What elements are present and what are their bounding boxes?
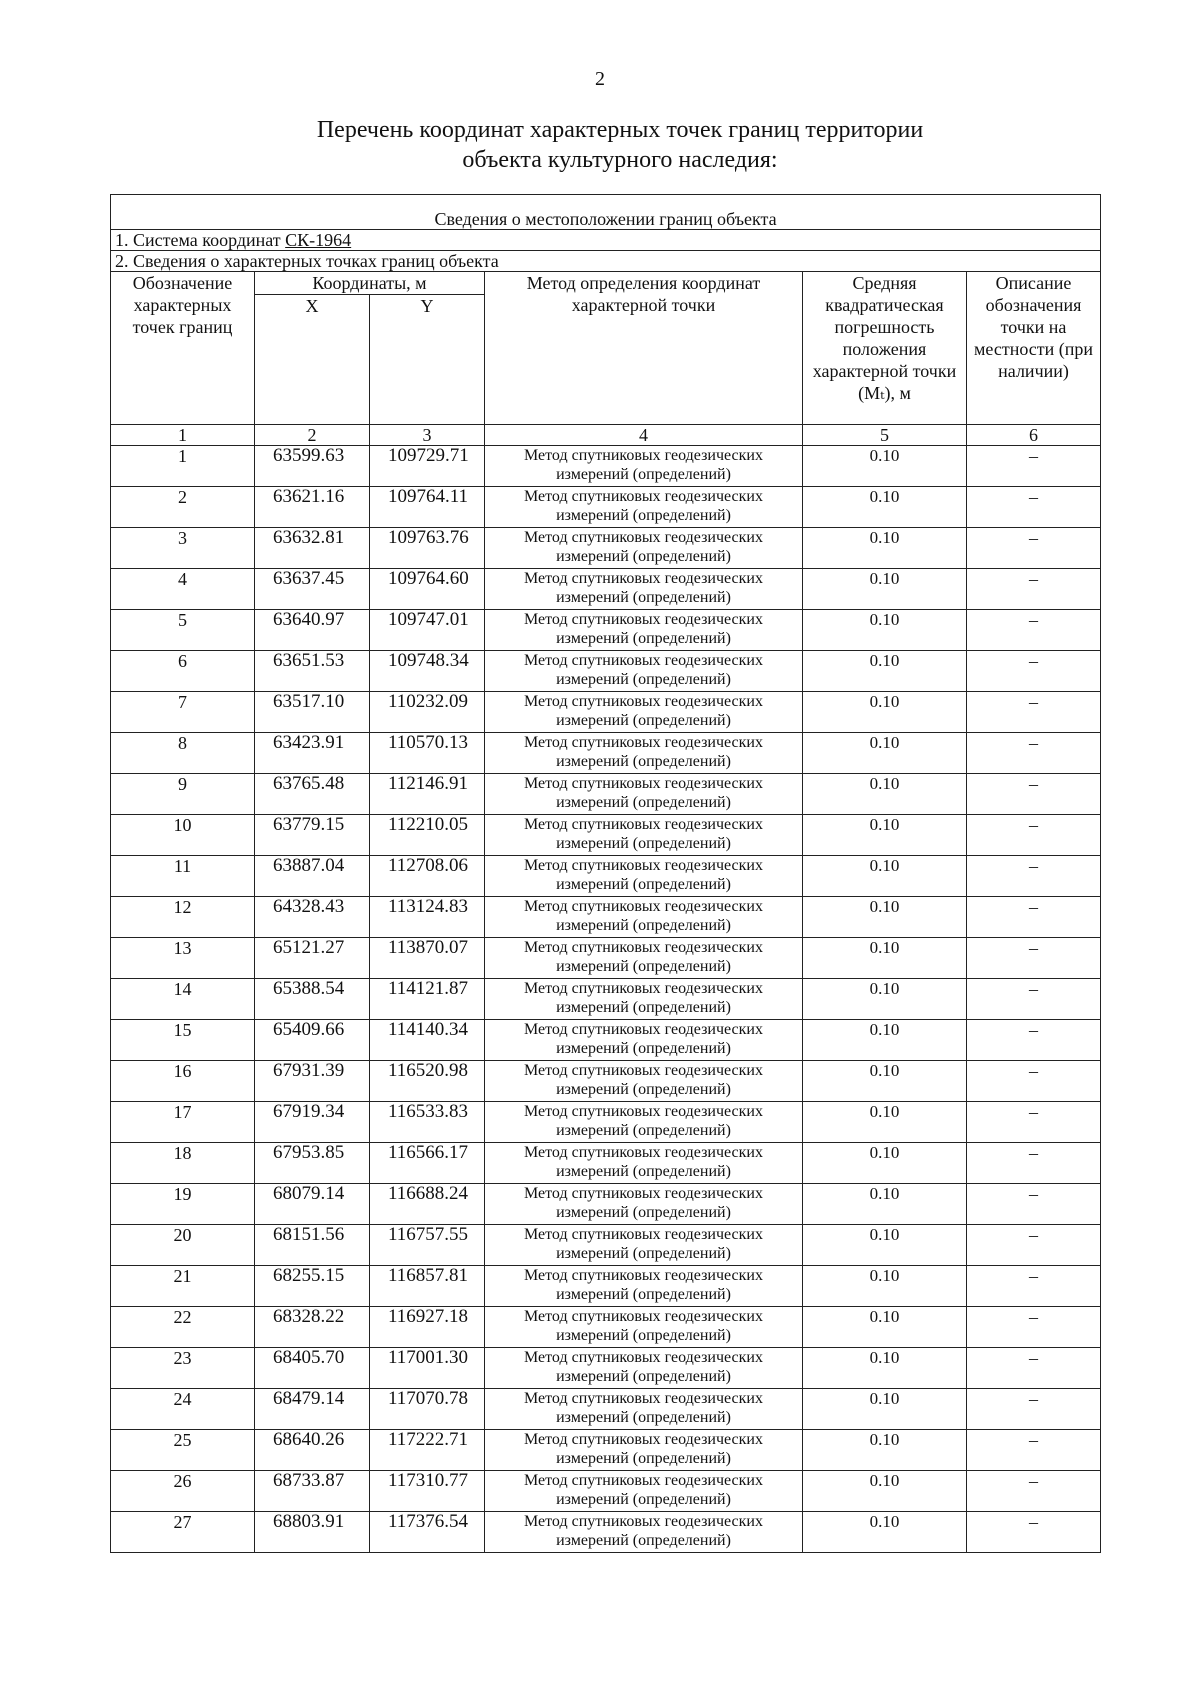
coord-x: 67919.34 <box>255 1102 370 1143</box>
coord-y: 113124.83 <box>370 897 485 938</box>
method-cell <box>485 610 803 651</box>
error-value: 0.10 <box>803 569 967 610</box>
method-line-2: измерений (определений) <box>556 876 731 893</box>
error-value: 0.10 <box>803 774 967 815</box>
coord-x: 65409.66 <box>255 1020 370 1061</box>
coord-y: 109764.60 <box>370 569 485 610</box>
method-line-1: Метод спутниковых геодезических <box>524 1226 763 1243</box>
description-value: – <box>967 692 1101 733</box>
coord-y: 117376.54 <box>370 1512 485 1553</box>
coord-x: 63599.63 <box>255 446 370 487</box>
error-value: 0.10 <box>803 815 967 856</box>
method-line-2: измерений (определений) <box>556 917 731 934</box>
coord-x: 64328.43 <box>255 897 370 938</box>
description-value: – <box>967 1266 1101 1307</box>
description-value: – <box>967 1020 1101 1061</box>
column-number: 2 <box>255 425 370 446</box>
method-line-2: измерений (определений) <box>556 712 731 729</box>
error-value: 0.10 <box>803 1512 967 1553</box>
method-line-2: измерений (определений) <box>556 1122 731 1139</box>
method-line-1: Метод спутниковых геодезических <box>524 1185 763 1202</box>
error-value: 0.10 <box>803 1143 967 1184</box>
method-line-2: измерений (определений) <box>556 1450 731 1467</box>
point-number: 4 <box>111 569 255 610</box>
table-row <box>111 979 1101 1020</box>
point-number: 27 <box>111 1512 255 1553</box>
header-method: Метод определения координат характерной точки <box>485 272 803 425</box>
table-row <box>111 1225 1101 1266</box>
coord-y: 109729.71 <box>370 446 485 487</box>
coord-x: 63632.81 <box>255 528 370 569</box>
page-number: 2 <box>595 68 605 90</box>
method-cell <box>485 938 803 979</box>
table-row <box>111 1389 1101 1430</box>
coord-y: 112210.05 <box>370 815 485 856</box>
method-line-2: измерений (определений) <box>556 1286 731 1303</box>
description-value: – <box>967 1225 1101 1266</box>
point-number: 5 <box>111 610 255 651</box>
description-value: – <box>967 897 1101 938</box>
method-cell <box>485 569 803 610</box>
coord-x: 63637.45 <box>255 569 370 610</box>
point-number: 22 <box>111 1307 255 1348</box>
point-number: 17 <box>111 1102 255 1143</box>
coord-x: 65121.27 <box>255 938 370 979</box>
point-number: 8 <box>111 733 255 774</box>
error-value: 0.10 <box>803 897 967 938</box>
coord-y: 116520.98 <box>370 1061 485 1102</box>
coord-x: 68640.26 <box>255 1430 370 1471</box>
method-cell <box>485 1471 803 1512</box>
point-number: 24 <box>111 1389 255 1430</box>
coord-x: 67953.85 <box>255 1143 370 1184</box>
column-number: 5 <box>803 425 967 446</box>
coord-x: 68405.70 <box>255 1348 370 1389</box>
table-row <box>111 1143 1101 1184</box>
point-number: 12 <box>111 897 255 938</box>
coord-y: 110570.13 <box>370 733 485 774</box>
method-cell <box>485 1061 803 1102</box>
error-value: 0.10 <box>803 1266 967 1307</box>
table-row <box>111 1266 1101 1307</box>
header-x: X <box>255 295 370 425</box>
coord-x: 63651.53 <box>255 651 370 692</box>
point-number: 25 <box>111 1430 255 1471</box>
table-row <box>111 1061 1101 1102</box>
method-cell <box>485 1430 803 1471</box>
method-line-1: Метод спутниковых геодезических <box>524 1144 763 1161</box>
method-line-1: Метод спутниковых геодезических <box>524 1062 763 1079</box>
point-number: 2 <box>111 487 255 528</box>
header-description: Описание обозначения точки на местности (при наличии) <box>967 272 1101 425</box>
coord-y: 117070.78 <box>370 1389 485 1430</box>
coord-x: 63423.91 <box>255 733 370 774</box>
description-value: – <box>967 856 1101 897</box>
coord-system <box>111 230 1101 251</box>
coord-x: 63779.15 <box>255 815 370 856</box>
method-line-1: Метод спутниковых геодезических <box>524 939 763 956</box>
method-line-1: Метод спутниковых геодезических <box>524 488 763 505</box>
coord-x: 68079.14 <box>255 1184 370 1225</box>
column-number: 1 <box>111 425 255 446</box>
method-line-1: Метод спутниковых геодезических <box>524 898 763 915</box>
point-number: 7 <box>111 692 255 733</box>
description-value: – <box>967 1430 1101 1471</box>
method-line-2: измерений (определений) <box>556 589 731 606</box>
method-cell <box>485 651 803 692</box>
coord-y: 109763.76 <box>370 528 485 569</box>
method-line-2: измерений (определений) <box>556 794 731 811</box>
coord-y: 112146.91 <box>370 774 485 815</box>
method-line-1: Метод спутниковых геодезических <box>524 1021 763 1038</box>
method-line-1: Метод спутниковых геодезических <box>524 1390 763 1407</box>
header-point-designation: Обозначение характерных точек границ <box>111 272 255 425</box>
description-value: – <box>967 774 1101 815</box>
point-number: 16 <box>111 1061 255 1102</box>
error-value: 0.10 <box>803 938 967 979</box>
method-line-2: измерений (определений) <box>556 1491 731 1508</box>
coord-y: 112708.06 <box>370 856 485 897</box>
point-number: 19 <box>111 1184 255 1225</box>
table-row <box>111 733 1101 774</box>
coord-x: 68151.56 <box>255 1225 370 1266</box>
table-row <box>111 651 1101 692</box>
method-line-1: Метод спутниковых геодезических <box>524 1267 763 1284</box>
error-value: 0.10 <box>803 1430 967 1471</box>
error-value: 0.10 <box>803 856 967 897</box>
column-number: 6 <box>967 425 1101 446</box>
table-row <box>111 610 1101 651</box>
description-value: – <box>967 1471 1101 1512</box>
method-line-2: измерений (определений) <box>556 1532 731 1549</box>
method-line-2: измерений (определений) <box>556 466 731 483</box>
method-line-2: измерений (определений) <box>556 1409 731 1426</box>
table-row <box>111 569 1101 610</box>
method-line-1: Метод спутниковых геодезических <box>524 1472 763 1489</box>
point-number: 20 <box>111 1225 255 1266</box>
method-line-1: Метод спутниковых геодезических <box>524 1431 763 1448</box>
error-value: 0.10 <box>803 610 967 651</box>
error-value: 0.10 <box>803 446 967 487</box>
method-line-1: Метод спутниковых геодезических <box>524 611 763 628</box>
description-value: – <box>967 651 1101 692</box>
method-line-1: Метод спутниковых геодезических <box>524 529 763 546</box>
table-row <box>111 1430 1101 1471</box>
point-number: 23 <box>111 1348 255 1389</box>
method-line-1: Метод спутниковых геодезических <box>524 1349 763 1366</box>
method-line-1: Метод спутниковых геодезических <box>524 570 763 587</box>
coord-y: 113870.07 <box>370 938 485 979</box>
header-coords-group: Координаты, м <box>255 272 485 295</box>
point-number: 11 <box>111 856 255 897</box>
table-row <box>111 1307 1101 1348</box>
point-number: 15 <box>111 1020 255 1061</box>
table-row <box>111 692 1101 733</box>
error-value: 0.10 <box>803 1020 967 1061</box>
method-line-1: Метод спутниковых геодезических <box>524 816 763 833</box>
description-value: – <box>967 1102 1101 1143</box>
table-row <box>111 774 1101 815</box>
method-line-2: измерений (определений) <box>556 753 731 770</box>
coord-system-label: 1. Система координат <box>115 230 286 250</box>
point-number: 1 <box>111 446 255 487</box>
method-line-2: измерений (определений) <box>556 1245 731 1262</box>
method-line-2: измерений (определений) <box>556 835 731 852</box>
method-cell <box>485 1348 803 1389</box>
method-cell <box>485 1143 803 1184</box>
coord-y: 116533.83 <box>370 1102 485 1143</box>
method-cell <box>485 446 803 487</box>
coord-y: 116566.17 <box>370 1143 485 1184</box>
method-line-1: Метод спутниковых геодезических <box>524 1103 763 1120</box>
coord-x: 68803.91 <box>255 1512 370 1553</box>
point-number: 26 <box>111 1471 255 1512</box>
coord-x: 63517.10 <box>255 692 370 733</box>
point-number: 21 <box>111 1266 255 1307</box>
method-cell <box>485 897 803 938</box>
point-number: 9 <box>111 774 255 815</box>
error-value: 0.10 <box>803 1471 967 1512</box>
coord-y: 114121.87 <box>370 979 485 1020</box>
description-value: – <box>967 1512 1101 1553</box>
method-line-2: измерений (определений) <box>556 671 731 688</box>
coord-x: 68733.87 <box>255 1471 370 1512</box>
method-cell <box>485 1389 803 1430</box>
description-value: – <box>967 1143 1101 1184</box>
coord-x: 63640.97 <box>255 610 370 651</box>
error-value: 0.10 <box>803 1225 967 1266</box>
method-cell <box>485 528 803 569</box>
method-cell <box>485 856 803 897</box>
table-row <box>111 1512 1101 1553</box>
method-line-2: измерений (определений) <box>556 548 731 565</box>
coord-x: 68479.14 <box>255 1389 370 1430</box>
point-number: 10 <box>111 815 255 856</box>
method-line-2: измерений (определений) <box>556 630 731 647</box>
error-value: 0.10 <box>803 528 967 569</box>
method-line-1: Метод спутниковых геодезических <box>524 1308 763 1325</box>
table-row <box>111 1102 1101 1143</box>
method-cell <box>485 1020 803 1061</box>
section-title: Сведения о местоположении границ объекта <box>111 195 1101 230</box>
error-value: 0.10 <box>803 1348 967 1389</box>
description-value: – <box>967 487 1101 528</box>
error-value: 0.10 <box>803 1389 967 1430</box>
error-value: 0.10 <box>803 733 967 774</box>
header-error: Средняя квадратическая погрешность положения характерной точки (Mₜ), м <box>803 272 967 425</box>
method-cell <box>485 815 803 856</box>
method-line-1: Метод спутниковых геодезических <box>524 734 763 751</box>
method-line-1: Метод спутниковых геодезических <box>524 857 763 874</box>
point-number: 6 <box>111 651 255 692</box>
title-line-2: объекта культурного наследия: <box>462 147 778 173</box>
table-row <box>111 938 1101 979</box>
method-line-1: Метод спутниковых геодезических <box>524 1513 763 1530</box>
method-line-1: Метод спутниковых геодезических <box>524 652 763 669</box>
method-line-1: Метод спутниковых геодезических <box>524 980 763 997</box>
error-value: 0.10 <box>803 1061 967 1102</box>
coord-y: 109764.11 <box>370 487 485 528</box>
coordinates-table <box>110 194 1101 1553</box>
description-value: – <box>967 446 1101 487</box>
coord-y: 114140.34 <box>370 1020 485 1061</box>
description-value: – <box>967 1184 1101 1225</box>
description-value: – <box>967 1307 1101 1348</box>
error-value: 0.10 <box>803 979 967 1020</box>
header-y: Y <box>370 295 485 425</box>
description-value: – <box>967 815 1101 856</box>
table-row <box>111 856 1101 897</box>
column-number: 4 <box>485 425 803 446</box>
coord-x: 65388.54 <box>255 979 370 1020</box>
table-row <box>111 897 1101 938</box>
coord-y: 117310.77 <box>370 1471 485 1512</box>
description-value: – <box>967 528 1101 569</box>
point-number: 18 <box>111 1143 255 1184</box>
description-value: – <box>967 733 1101 774</box>
method-line-2: измерений (определений) <box>556 1163 731 1180</box>
description-value: – <box>967 569 1101 610</box>
error-value: 0.10 <box>803 487 967 528</box>
coord-y: 116757.55 <box>370 1225 485 1266</box>
point-number: 14 <box>111 979 255 1020</box>
coord-y: 117001.30 <box>370 1348 485 1389</box>
coord-y: 110232.09 <box>370 692 485 733</box>
method-line-2: измерений (определений) <box>556 1368 731 1385</box>
table-row <box>111 815 1101 856</box>
coord-x: 63765.48 <box>255 774 370 815</box>
description-value: – <box>967 1389 1101 1430</box>
method-cell <box>485 692 803 733</box>
method-cell <box>485 487 803 528</box>
table-row <box>111 1471 1101 1512</box>
method-line-1: Метод спутниковых геодезических <box>524 447 763 464</box>
method-cell <box>485 1266 803 1307</box>
coord-y: 116927.18 <box>370 1307 485 1348</box>
description-value: – <box>967 938 1101 979</box>
coord-x: 67931.39 <box>255 1061 370 1102</box>
document-title <box>0 115 1200 175</box>
coord-system-value: СК-1964 <box>285 230 352 250</box>
method-line-2: измерений (определений) <box>556 999 731 1016</box>
coord-x: 63621.16 <box>255 487 370 528</box>
method-line-1: Метод спутниковых геодезических <box>524 693 763 710</box>
error-value: 0.10 <box>803 1307 967 1348</box>
method-line-2: измерений (определений) <box>556 1327 731 1344</box>
coord-x: 68255.15 <box>255 1266 370 1307</box>
coord-y: 109747.01 <box>370 610 485 651</box>
description-value: – <box>967 979 1101 1020</box>
title-line-1: Перечень координат характерных точек границ территории <box>316 117 924 143</box>
method-line-2: измерений (определений) <box>556 958 731 975</box>
method-line-2: измерений (определений) <box>556 1040 731 1057</box>
method-cell <box>485 774 803 815</box>
point-number: 3 <box>111 528 255 569</box>
description-value: – <box>967 610 1101 651</box>
table-row <box>111 1348 1101 1389</box>
table-row <box>111 487 1101 528</box>
table-row <box>111 1020 1101 1061</box>
error-value: 0.10 <box>803 651 967 692</box>
method-cell <box>485 1184 803 1225</box>
description-value: – <box>967 1061 1101 1102</box>
point-number: 13 <box>111 938 255 979</box>
coord-x: 63887.04 <box>255 856 370 897</box>
error-value: 0.10 <box>803 692 967 733</box>
error-value: 0.10 <box>803 1184 967 1225</box>
method-cell <box>485 1512 803 1553</box>
method-cell <box>485 733 803 774</box>
description-value: – <box>967 1348 1101 1389</box>
method-cell <box>485 1307 803 1348</box>
coord-y: 116688.24 <box>370 1184 485 1225</box>
coord-y: 117222.71 <box>370 1430 485 1471</box>
table-row <box>111 1184 1101 1225</box>
table-row <box>111 446 1101 487</box>
method-line-1: Метод спутниковых геодезических <box>524 775 763 792</box>
method-cell <box>485 1102 803 1143</box>
method-line-2: измерений (определений) <box>556 1081 731 1098</box>
table-row <box>111 528 1101 569</box>
method-line-2: измерений (определений) <box>556 507 731 524</box>
points-section-title: 2. Сведения о характерных точках границ объекта <box>111 251 1101 272</box>
coord-y: 109748.34 <box>370 651 485 692</box>
coord-x: 68328.22 <box>255 1307 370 1348</box>
method-line-2: измерений (определений) <box>556 1204 731 1221</box>
column-number: 3 <box>370 425 485 446</box>
method-cell <box>485 1225 803 1266</box>
method-cell <box>485 979 803 1020</box>
error-value: 0.10 <box>803 1102 967 1143</box>
coord-y: 116857.81 <box>370 1266 485 1307</box>
